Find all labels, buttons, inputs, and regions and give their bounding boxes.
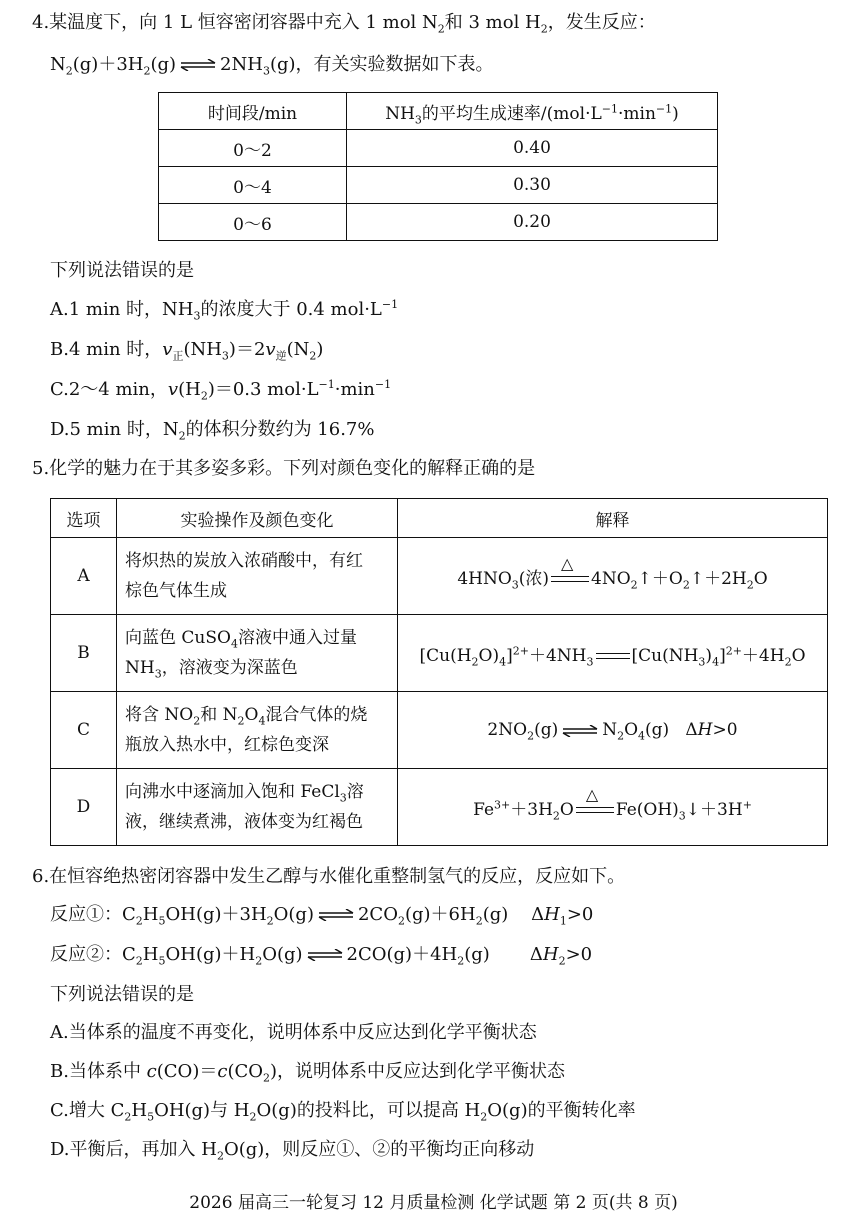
q6-option-b-part: B.当体系中 [50,1061,147,1082]
operation-part: 和 N [200,705,238,725]
operation-part: NH [125,658,155,678]
q4-option-d: D.5 min 时，$N_2$的体积分数约为 16.7% [50,419,375,443]
q4-eq-part: 2NH [220,54,263,75]
cell-option: A [51,538,117,615]
cell-explanation: $[Cu(H_2O)_4]^{2+}+4NH_3$ $[Cu(NH_3)_4]^{2+}+4H_2O$ [398,615,828,692]
header-rate: $NH_3$的平均生成速率$/(mol\cdot L^{-1}\cdot\min^{-1})$ [347,93,718,130]
q4-eq-part: (g)＋3H [72,54,144,75]
header-rate-part: NH [385,103,415,124]
table-row [51,538,828,615]
header-operation: 实验操作及颜色变化 [117,499,398,538]
cell-time: 0～4 [159,167,347,204]
q4-eq-part: N [50,54,66,75]
table-row [51,692,828,769]
table-row [159,204,718,241]
q6-option-c-part: OH(g)与 H [154,1100,250,1121]
q4-option-c: C.2～4 min，$v(H_2)=0.3$ $mol\cdot L^{-1}\cdot\min^{-1}$ [50,378,392,403]
q6-option-c-part: H [131,1100,148,1121]
q4-option-a-part: 的浓度大于 0.4 mol·L [200,299,382,320]
q5-stem: 5.化学的魅力在于其多姿多彩。下列对颜色变化的解释正确的是 [32,458,536,479]
operation-part: O [244,705,259,725]
page-footer: 2026 届高三一轮复习 12 月质量检测 化学试题 第 2 页(共 8 页) [189,1193,678,1213]
table-header-row [51,499,828,538]
reaction-label: 反应②： [50,944,122,965]
q4-option-b-part: (NH [183,339,222,360]
q6-reaction-2: 反应②：$C_2H_5OH(g)+H_2O(g)$ $2CO(g)+4H_2(g)$ $\Delta H_2>0$ [50,944,593,968]
q4-prompt: 下列说法错误的是 [50,260,194,281]
q4-option-b-part: B.4 min 时， [50,339,163,360]
operation-part: 将含 NO [125,705,194,725]
q4-eq-part: (g) [150,54,177,75]
q6-option-d: D.平衡后，再加入 $H_2O(g)$，则反应①、②的平衡均正向移动 [50,1139,535,1163]
q4-stem-part: ，发生反应： [547,12,656,33]
operation-part: 溶液中通入过量 [237,628,357,648]
table-row [51,615,828,692]
q4-stem-part: 4.某温度下，向 1 L 恒容密闭容器中充入 1 mol N [32,12,438,33]
q4-option-b-part: (N [286,339,310,360]
q4-option-b-part: ) [316,339,324,360]
q6-stem: 6.在恒容绝热密闭容器中发生乙醇与水催化重整制氢气的反应，反应如下。 [32,866,626,887]
q4-option-a: A.1 min 时，$NH_3$的浓度大于 0.4 $mol\cdot L^{-1}$ [50,298,399,323]
q4-option-d-part: D.5 min 时，N [50,419,179,440]
q6-option-b-part: (CO)＝ [156,1061,218,1082]
operation-part: ，溶液变为深蓝色 [161,658,298,678]
cell-time: 0～6 [159,204,347,241]
operation-part: 溶 [346,782,364,802]
q6-option-d-part: D.平衡后，再加入 H [50,1139,217,1160]
q4-stem: 4.某温度下，向 1 L 恒容密闭容器中充入 1 mol $N_2$和 3 mol $H_2$，发生反应： [32,12,656,36]
q4-option-c-part: ·min [334,379,375,400]
header-explanation: 解释 [398,499,828,538]
cell-rate: 0.20 [347,204,718,241]
operation-part: 向沸水中逐滴加入饱和 FeCl [125,782,340,802]
operation-part: 向蓝色 CuSO [125,628,231,648]
cell-option: B [51,615,117,692]
reversible-arrow-icon [562,725,598,737]
operation-line: 棕色气体生成 [125,581,227,601]
cell-operation: 向蓝色 CuSO$_4$溶液中通入过量 $NH_3$，溶液变为深蓝色 [117,615,398,692]
q6-option-c-part: O(g)的投料比，可以提高 H [256,1100,481,1121]
q6-option-a: A.当体系的温度不再变化，说明体系中反应达到化学平衡状态 [50,1022,537,1043]
q4-option-a-part: A.1 min 时，NH [50,299,194,320]
cell-rate: 0.40 [347,130,718,167]
cell-option: D [51,769,117,846]
table-row [159,130,718,167]
cell-operation [117,538,398,615]
header-rate-part: 的平均生成速率/(mol·L [421,103,602,124]
q6-option-c-part: C.增大 C [50,1100,125,1121]
reversible-arrow-icon [180,59,216,71]
q6-reaction-1: 反应①：$C_2H_5OH(g)+3H_2O(g)$ $2CO_2(g)+6H_2(g)$ $\Delta H_1>0$ [50,904,594,928]
q4-option-b: B.4 min 时，$v_正(NH_3)=2v_逆(N_2)$ [50,339,324,363]
cell-explanation: $2NO_2(g)$ $N_2O_4(g)$ ΔH>0 [398,692,828,769]
reaction-label: 反应①： [50,904,122,925]
q4-option-b-part: )＝2 [228,339,266,360]
cell-time: 0～2 [159,130,347,167]
q4-option-c-part: )＝0.3 mol·L [207,379,319,400]
q4-equation: $N_2(g)+3H_2(g)$ $2NH_3(g)$，有关实验数据如下表。 [50,54,494,78]
q4-stem-part: 和 3 mol H [444,12,541,33]
cell-operation: 向沸水中逐滴加入饱和 FeCl$_3$溶 液，继续煮沸，液体变为红褐色 [117,769,398,846]
cell-rate: 0.30 [347,167,718,204]
table-row [51,769,828,846]
cell-explanation: $Fe^{3+}+3H_2O$ △ $Fe(OH)_3↓+3H^+$ [398,769,828,846]
q4-option-c-part: C.2～4 min， [50,379,168,400]
table-row [159,167,718,204]
q6-prompt: 下列说法错误的是 [50,984,194,1005]
q6-option-b: B.当体系中 $c(CO)=c(CO_2)$，说明体系中反应达到化学平衡状态 [50,1061,566,1085]
q4-data-table [158,92,718,241]
q4-option-c-part: (H [178,379,201,400]
q6-option-c: C.增大 $C_2H_5OH(g)$与 $H_2O(g)$的投料比，可以提高 $H_2O(g)$的平衡转化率 [50,1100,636,1124]
reversible-arrow-icon [318,909,354,921]
q6-option-d-part: O(g)，则反应①、②的平衡均正向移动 [223,1139,535,1160]
q6-option-c-part: O(g)的平衡转化率 [487,1100,636,1121]
operation-part: 混合气体的烧 [265,705,368,725]
operation-part: 瓶放入热水中，红棕色变深 [125,735,329,755]
header-time-label: 时间段/min [207,103,298,124]
operation-part: 液，继续煮沸，液体变为红褐色 [125,812,363,832]
q6-option-b-part: )，说明体系中反应达到化学平衡状态 [270,1061,566,1082]
table-header-row [159,93,718,130]
q4-eq-part: (g)，有关实验数据如下表。 [269,54,494,75]
q4-option-d-part: 的体积分数约为 16.7% [185,419,375,440]
cell-explanation: $4HNO_3$(浓) △ $4NO_2↑+O_2↑+2H_2O$ [398,538,828,615]
operation-line: 将炽热的炭放入浓硝酸中，有红 [125,551,363,571]
reversible-arrow-icon [307,949,343,961]
header-rate-part: ) [672,103,679,124]
q6-option-b-part: (CO [227,1061,263,1082]
header-option: 选项 [51,499,117,538]
cell-operation: 将含 $NO_2$和 $N_2O_4$混合气体的烧 瓶放入热水中，红棕色变深 [117,692,398,769]
q5-table [50,498,828,846]
header-rate-part: ·min [618,103,656,124]
header-time [159,93,347,130]
cell-option: C [51,692,117,769]
